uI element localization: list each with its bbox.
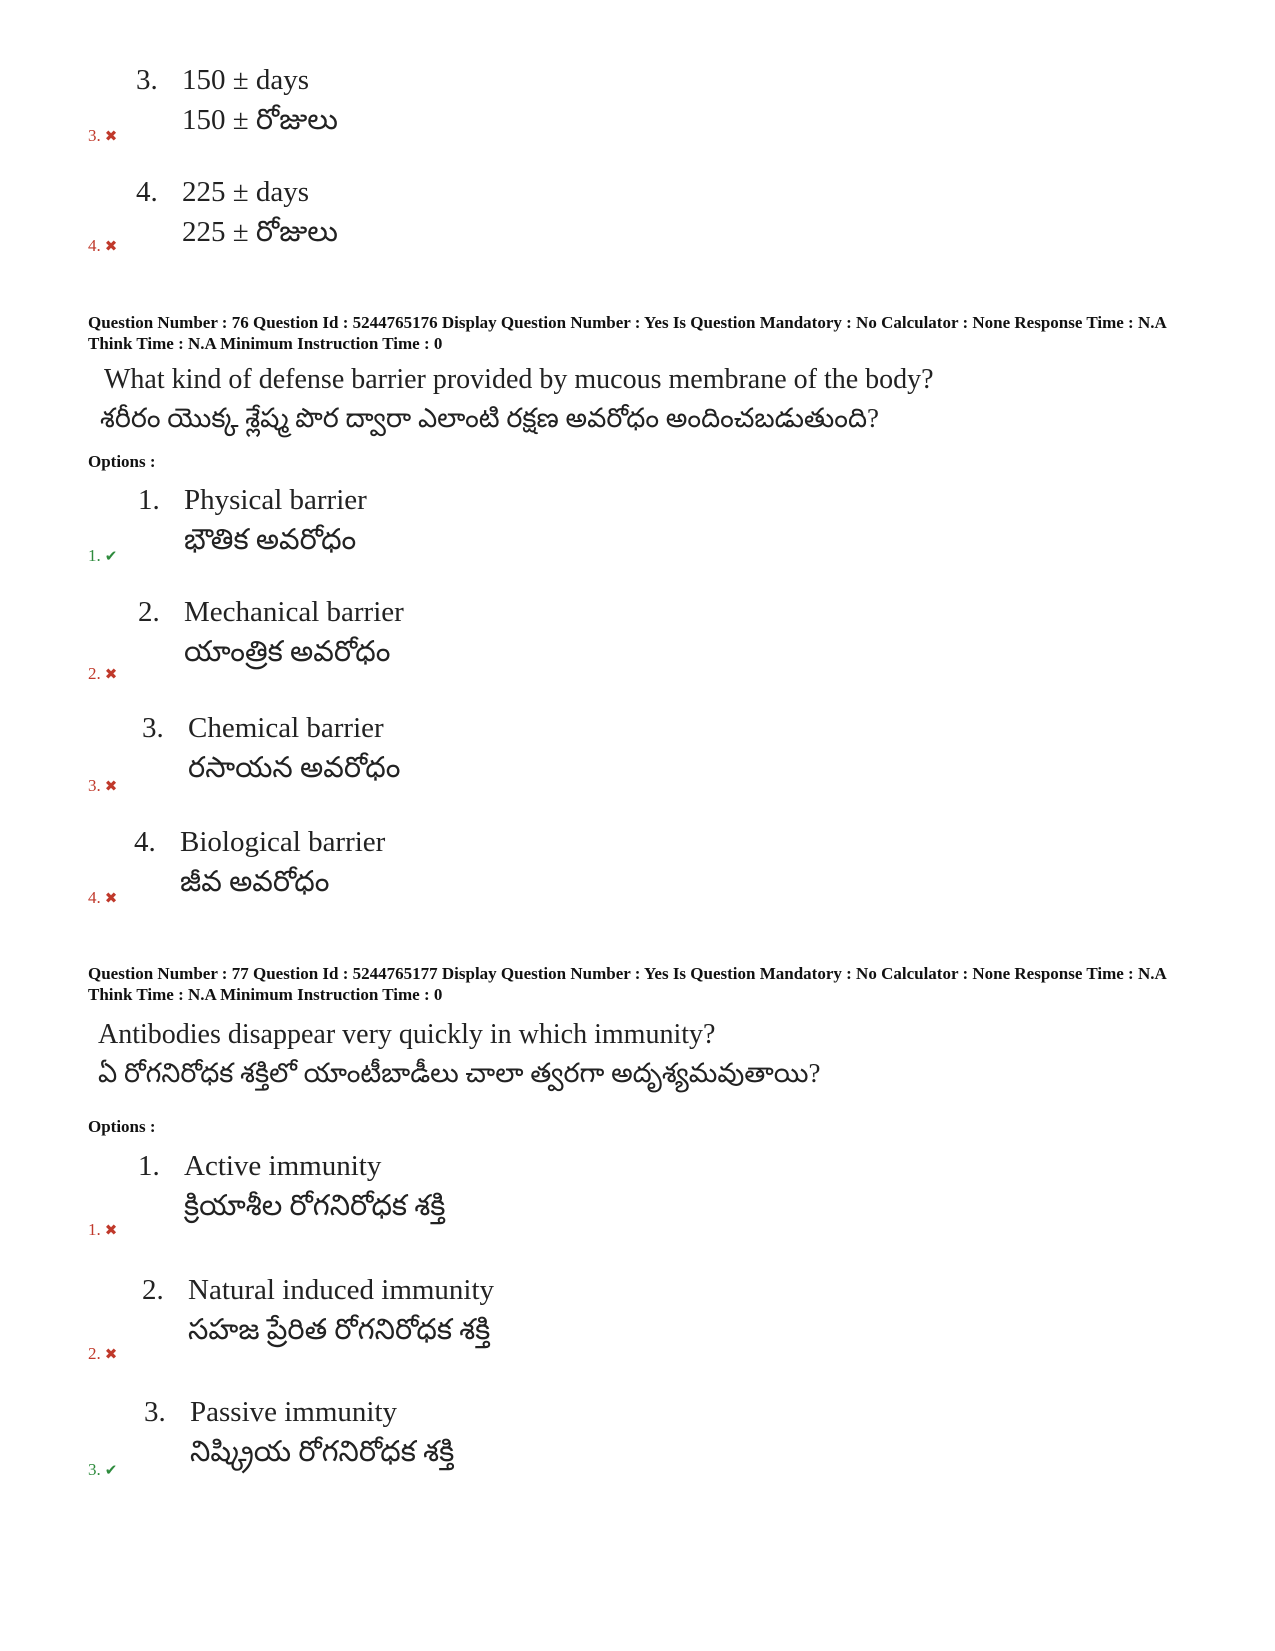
wrong-icon: ✖ <box>104 667 118 683</box>
q76-option-2-marker: 2. ✖ <box>88 664 118 683</box>
q76-option-3: 3. Chemical barrier రసాయన అవరోధం <box>142 712 401 784</box>
wrong-icon: ✖ <box>104 1223 118 1239</box>
q77-option-2-marker: 2. ✖ <box>88 1344 118 1363</box>
question-77-text-te: ఏ రోగనిరోధక శక్తిలో యాంటీబాడీలు చాలా త్వరగా అదృశ్యమవుతాయి? <box>98 1058 821 1088</box>
q76-option-3-marker: 3. ✖ <box>88 776 118 795</box>
q76-option-1: 1. Physical barrier భౌతిక అవరోధం <box>138 484 367 556</box>
q76-option-2: 2. Mechanical barrier యాంత్రిక అవరోధం <box>138 596 404 668</box>
q77-option-2: 2. Natural induced immunity సహజ ప్రేరిత రోగనిరోధక శక్తి <box>142 1274 495 1346</box>
q76-option-1-marker: 1. ✔ <box>88 546 118 565</box>
check-icon: ✔ <box>104 1463 118 1479</box>
q76-option-4-marker: 4. ✖ <box>88 888 118 907</box>
prev-option-4: 4. 225 ± days 225 ± రోజులు <box>136 176 338 248</box>
prev-option-4-marker: 4. ✖ <box>88 236 118 255</box>
q77-option-3-marker: 3. ✔ <box>88 1460 118 1479</box>
wrong-icon: ✖ <box>104 239 118 255</box>
question-77-text-en: Antibodies disappear very quickly in which immunity? <box>98 1019 716 1050</box>
q76-option-4: 4. Biological barrier జీవ అవరోధం <box>134 826 386 898</box>
q77-option-3: 3. Passive immunity నిష్క్రియ రోగనిరోధక శక్తి <box>144 1396 455 1468</box>
prev-option-3: 3. 150 ± days 150 ± రోజులు <box>136 64 338 136</box>
question-76-meta: Question Number : 76 Question Id : 5244765176 Display Question Number : Yes Is Question Mandatory : No Calculator : None Response Time : N.A Think Time : N.A Minimum Instruction Time : 0 <box>88 313 1166 353</box>
question-76-text-te: శరీరం యొక్క శ్లేష్మ పొర ద్వారా ఎలాంటి రక్షణ అవరోధం అందించబడుతుంది? <box>100 403 879 433</box>
q77-option-1-marker: 1. ✖ <box>88 1220 118 1239</box>
wrong-icon: ✖ <box>104 129 118 145</box>
question-76-text-en: What kind of defense barrier provided by mucous membrane of the body? <box>104 364 934 395</box>
wrong-icon: ✖ <box>104 1347 118 1363</box>
prev-option-3-marker: 3. ✖ <box>88 126 118 145</box>
question-77-meta: Question Number : 77 Question Id : 5244765177 Display Question Number : Yes Is Question Mandatory : No Calculator : None Response Time : N.A Think Time : N.A Minimum Instruction Time : 0 <box>88 964 1166 1004</box>
question-77-options-label: Options : <box>88 1117 156 1136</box>
wrong-icon: ✖ <box>104 779 118 795</box>
q77-option-1: 1. Active immunity క్రియాశీల రోగనిరోధక శక్తి <box>138 1150 446 1222</box>
question-76-options-label: Options : <box>88 452 156 471</box>
check-icon: ✔ <box>104 549 118 565</box>
wrong-icon: ✖ <box>104 891 118 907</box>
